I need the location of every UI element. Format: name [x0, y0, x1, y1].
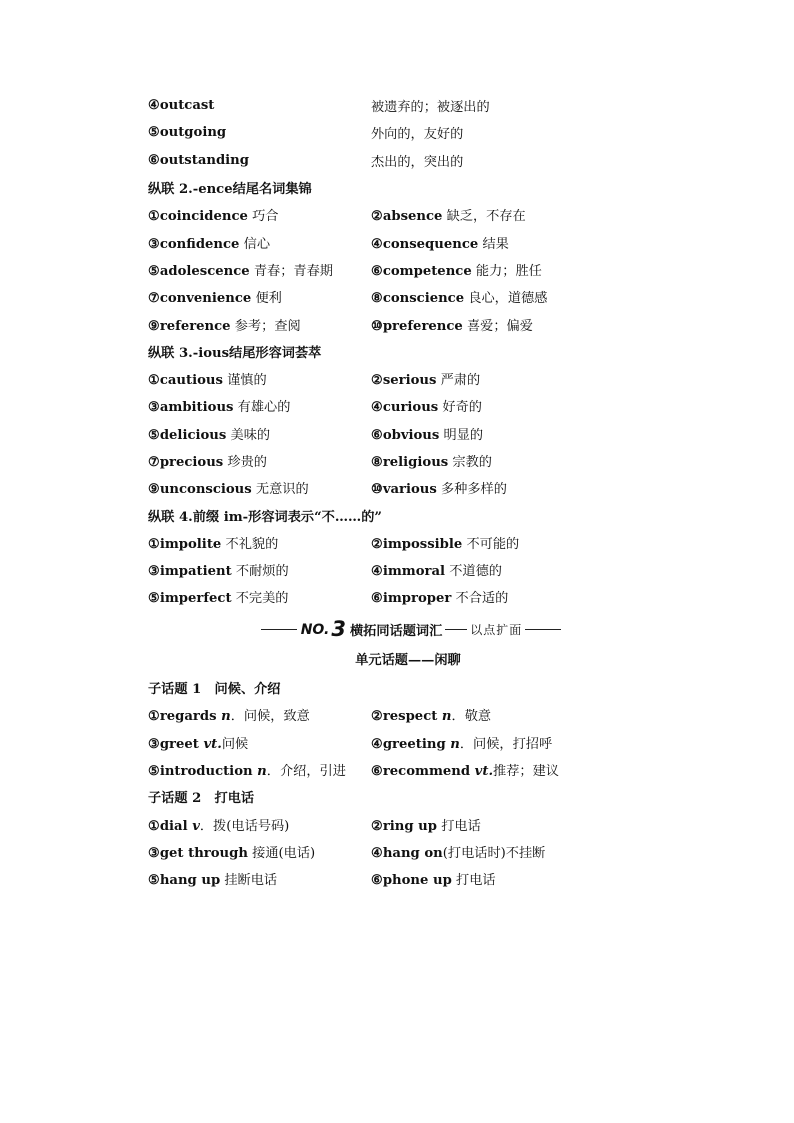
section-heading: 纵联 2.-ence结尾名词集锦 [148, 182, 312, 198]
section-heading: 纵联 4.前缀 im-形容词表示“不……的” [148, 509, 382, 525]
word-row [148, 701, 648, 728]
part-of-speech: n [437, 709, 452, 725]
word-meaning: 巧合 [247, 209, 279, 225]
word-meaning: 外向的，友好的 [371, 127, 464, 143]
word-entry: ⑥recommend [371, 763, 471, 779]
word-meaning: 有雄心的 [233, 400, 291, 416]
word-entry: ⑥outstanding [148, 152, 249, 168]
word-meaning: 好奇的 [438, 400, 482, 416]
word-entry: ⑥improper [371, 591, 452, 607]
word-entry: ⑨unconscious [148, 482, 252, 498]
word-entry: ①cautious [148, 373, 223, 389]
banner-title: 横拓同话题词汇 [349, 624, 443, 640]
word-row [148, 529, 648, 556]
word-meaning: 美味的 [226, 427, 271, 443]
part-of-speech: vt. [198, 736, 222, 752]
word-entry: ⑧conscience [371, 291, 465, 307]
word-meaning: 青春；青春期 [249, 263, 333, 279]
word-meaning: 便利 [251, 291, 282, 307]
word-meaning: 杰出的，突出的 [371, 154, 464, 170]
word-meaning: 结果 [478, 236, 509, 252]
word-row [148, 474, 648, 501]
word-row [148, 147, 648, 174]
word-meaning: 不可能的 [462, 536, 520, 552]
word-row [148, 583, 648, 610]
word-meaning: 不礼貌的 [221, 536, 279, 552]
section-heading: 纵联 3.-ious结尾形容词荟萃 [148, 345, 322, 361]
word-meaning: ．介绍，引进 [266, 763, 346, 779]
part-of-speech: n [445, 736, 460, 752]
word-meaning: 多种多样的 [436, 482, 507, 498]
word-meaning: 严肃的 [436, 373, 481, 389]
word-row [148, 310, 648, 337]
word-entry: ①coincidence [148, 209, 248, 225]
word-row [148, 420, 648, 447]
word-entry: ④outcast [148, 98, 215, 114]
word-meaning: 宗教的 [448, 455, 492, 470]
banner-rule-middle [445, 629, 467, 630]
banner-number: 3 [331, 616, 346, 641]
banner-rule-left [261, 629, 297, 630]
banner-rule-right [525, 629, 561, 630]
word-meaning: 不耐烦的 [231, 564, 289, 580]
word-meaning: ．拨(电话号码) [199, 818, 290, 834]
word-meaning: 问候 [221, 736, 249, 752]
word-meaning: 推荐；建议 [493, 763, 559, 779]
word-row [148, 756, 648, 783]
word-entry: ⑨reference [148, 318, 231, 334]
word-meaning: 明显的 [439, 427, 484, 443]
word-entry: ⑧religious [371, 455, 449, 470]
word-entry: ⑥competence [371, 263, 472, 279]
word-row [148, 365, 648, 392]
word-meaning: 接通(电话) [247, 845, 316, 861]
banner-subtitle: 以点扩面 [470, 623, 523, 638]
word-entry: ④greeting [371, 736, 446, 752]
word-entry: ③ambitious [148, 400, 234, 416]
word-meaning: 打电话 [437, 818, 481, 834]
word-entry: ⑩various [371, 482, 437, 498]
word-row [148, 838, 648, 865]
vocabulary-content [148, 92, 648, 892]
word-entry: ③get through [148, 845, 248, 861]
word-entry: ⑥obvious [371, 427, 440, 443]
word-row [148, 392, 648, 419]
word-meaning: 信心 [239, 236, 271, 252]
word-meaning: 能力；胜任 [471, 263, 542, 279]
word-meaning: 不完美的 [231, 591, 289, 607]
word-entry: ⑩preference [371, 318, 463, 334]
word-meaning: 挂断电话 [220, 873, 278, 889]
word-meaning: 被遗弃的；被逐出的 [371, 100, 490, 116]
word-entry: ⑤adolescence [148, 263, 250, 279]
word-row [148, 865, 648, 892]
word-meaning: ．问候，打招呼 [459, 736, 553, 752]
word-meaning: ．问候，致意 [230, 709, 310, 725]
unit-topic-title: 单元话题——闲聊 [355, 652, 461, 668]
word-row [148, 283, 648, 310]
word-entry: ②serious [371, 373, 437, 389]
word-entry: ①dial [148, 818, 188, 834]
word-entry: ③confidence [148, 236, 240, 252]
word-entry: ⑤introduction [148, 763, 253, 779]
word-entry: ④immoral [371, 564, 446, 580]
word-entry: ⑥phone up [371, 873, 452, 889]
word-entry: ③impatient [148, 564, 232, 580]
word-entry: ③greet [148, 736, 199, 752]
word-row [148, 119, 648, 146]
word-entry: ⑤hang up [148, 873, 221, 889]
word-meaning: 喜爱；偏爱 [462, 318, 533, 334]
word-entry: ⑦precious [148, 455, 224, 470]
word-row [148, 92, 648, 119]
word-row [148, 447, 648, 474]
word-entry: ⑤imperfect [148, 591, 232, 607]
part-of-speech: n [252, 763, 267, 779]
subtopic-heading: 子话题 1 问候、介绍 [148, 682, 281, 698]
word-entry: ②impossible [371, 536, 463, 552]
banner-no-label: NO. [300, 621, 330, 638]
word-meaning: 良心，道德感 [464, 291, 548, 307]
word-meaning: 珍贵的 [223, 455, 267, 470]
subtopic-heading: 子话题 2 打电话 [148, 791, 255, 807]
part-of-speech: n [216, 709, 231, 725]
word-entry: ①impolite [148, 536, 222, 552]
word-meaning: 不道德的 [445, 564, 502, 580]
word-entry: ④curious [371, 400, 439, 416]
word-entry: ④hang on [371, 845, 443, 861]
word-meaning: 谨慎的 [222, 373, 267, 389]
word-meaning: (打电话时)不挂断 [442, 845, 546, 861]
word-row [148, 256, 648, 283]
word-meaning: 缺乏，不存在 [442, 209, 526, 225]
word-meaning: 打电话 [451, 873, 496, 889]
word-entry: ②respect [371, 709, 438, 725]
word-entry: ①regards [148, 709, 217, 725]
word-row [148, 556, 648, 583]
part-of-speech: v [187, 818, 200, 834]
word-entry: ②absence [371, 209, 443, 225]
word-row [148, 729, 648, 756]
word-row [148, 201, 648, 228]
word-meaning: 无意识的 [251, 482, 309, 498]
part-of-speech: vt. [470, 763, 494, 779]
word-meaning: 参考；查阅 [230, 318, 301, 334]
word-row [148, 228, 648, 255]
word-meaning: ．敬意 [451, 709, 492, 725]
word-entry: ⑤delicious [148, 427, 227, 443]
word-meaning: 不合适的 [451, 591, 509, 607]
word-entry: ④consequence [371, 236, 479, 252]
word-entry: ⑦convenience [148, 291, 252, 307]
section-banner [254, 613, 568, 647]
word-row [148, 810, 648, 837]
word-entry: ⑤outgoing [148, 125, 227, 141]
word-entry: ②ring up [371, 818, 437, 834]
